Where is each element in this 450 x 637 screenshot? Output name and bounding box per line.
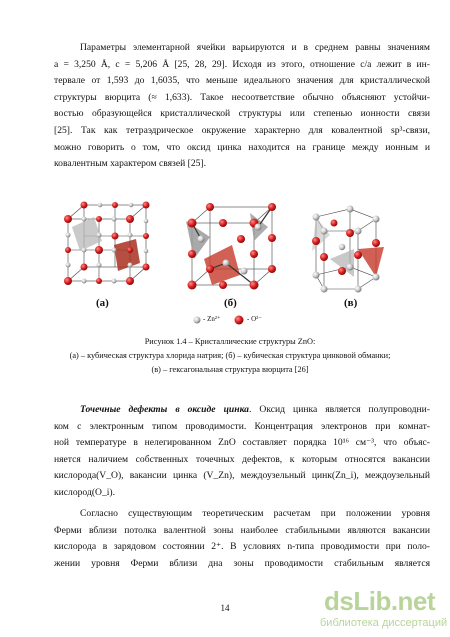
figure-label-a: (а) (96, 297, 109, 309)
text-line: кислорода(V_O), вакансии цинка (V_Zn), междоузельный цинк(Zn_i), междоузельный (54, 470, 430, 482)
legend-zinc-label: - Zn²⁺ (203, 315, 221, 323)
text-line: кислорода в зарядовом состоянии 2⁺. В условиях n-типа проводимости при поло- (54, 541, 430, 553)
text-line: няется наличием собственных точечных дефектов, к которым относятся вакансии (54, 453, 430, 465)
text-line: Ферми вблизи потолка валентной зоны наиболее стабильными являются вакансии (54, 524, 430, 536)
text-line: a = 3,250 Å, c = 5,206 Å [25, 28, 29]. Исходя из этого, отношение c/a лежит в ин- (54, 58, 430, 70)
text-line: жении уровня Ферми вблизи дна зоны проводимости стабильным является (54, 557, 430, 569)
figure-label-b: (б) (224, 297, 237, 309)
oxygen-ion-swatch-icon (235, 316, 244, 325)
paragraph-theory (54, 506, 430, 572)
caption-line: (в) – гексагональная структура вюрцита [26] (151, 365, 309, 374)
text-line: Согласно существующим теоретическим расчетам при положении уровня (80, 508, 430, 519)
crystal-structures-figure (54, 201, 430, 333)
text-line: кислород(O_i). (54, 486, 116, 498)
section-heading: Точечные дефекты в оксиде цинка (80, 404, 249, 415)
watermark-subtitle: библиотека диссертаций (320, 617, 448, 629)
legend-oxygen-label: - O²⁻ (247, 315, 262, 323)
structure-b-zincblende (186, 203, 276, 290)
structure-c-wurtzite (312, 206, 384, 293)
text-line: можно говорить о том, что оксид цинка находится на границе между ионным и (54, 141, 430, 153)
caption-line: (а) – кубическая структура хлорида натрия; (б) – кубическая структура цинковой обманки; (69, 351, 391, 360)
text-line: структуры вюрцита (≈ 1,633). Такое несоответствие обычно объясняют устойчи- (54, 91, 430, 103)
text-line: востью образующейся кристаллической структуры или степенью ионности связи (54, 108, 430, 120)
paragraph-lattice-parameters (54, 40, 430, 173)
figure-label-c: (в) (344, 297, 358, 309)
text-line: ковалентным характером связей [25]. (54, 158, 207, 170)
zinc-ion-swatch-icon (194, 317, 201, 324)
text-line: ной температуре в нелегированном ZnO составляет порядка 10¹⁶ см⁻³, что объяс- (54, 437, 430, 449)
paragraph-point-defects (54, 402, 430, 502)
caption-title: Рисунок 1.4 – Кристаллические структуры ZnO: (144, 337, 316, 346)
text-line: [25]. Так как тетраэдрическое окружение характерно для ковалентной sp³-связи, (54, 124, 430, 136)
crystal-structures-illustration (54, 201, 430, 301)
text-line: тервале от 1,593 до 1,6035, что меньше идеального значения для кристаллической (54, 75, 430, 87)
site-watermark (320, 586, 448, 632)
text-line: ком с электронным типом проводимости. Концентрация электронов при комнат- (54, 420, 430, 432)
text-line: Точечные дефекты в оксиде цинка. Оксид цинка является полупроводни- (80, 404, 430, 415)
watermark-logo: dsLib.net (324, 586, 436, 616)
figure-caption (40, 335, 420, 377)
text-line: Параметры элементарной ячейки варьируются и в среднем равны значениям (80, 42, 430, 53)
page-number: 14 (220, 603, 230, 613)
structure-a-rocksalt (64, 202, 150, 286)
